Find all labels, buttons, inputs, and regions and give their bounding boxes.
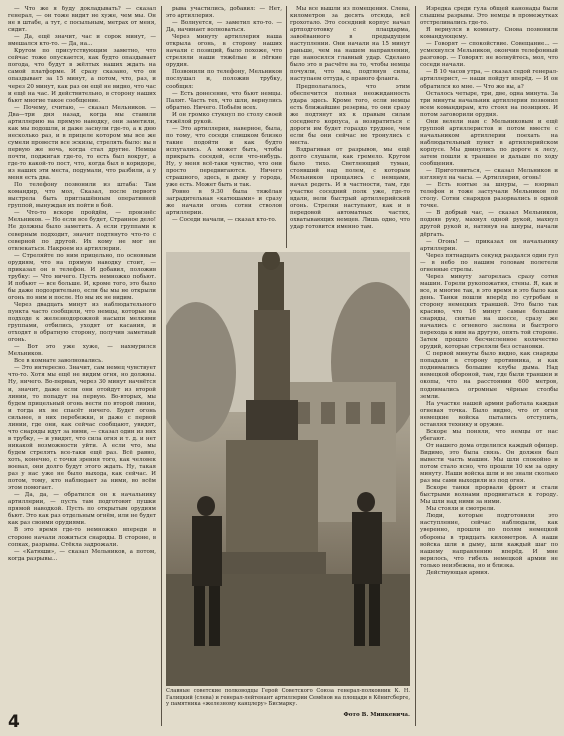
paragraph: Изредка среди гула общей канонады были слышны разрывы. Это немцы в промежутках отстреливались где-то. (420, 6, 558, 27)
paragraph: рыва участились, добавил: — Нет, это артиллерия. (166, 6, 282, 20)
column-1 (8, 6, 156, 706)
paragraph: — Это артиллерия, наверное, была, по тому, что соседи слишком близко такие подойти и как будто испугались. А может быть, чтобы прикрыть соседей, если что-нибудь. Ну, у меня всё-таки чувство, что они просто передвигаются. Ничего страшного, здесь, в дыму у города, уже есть. Может быть и так. (166, 125, 282, 189)
paragraph: — Соседи начали, — сказал кто-то. (172, 217, 277, 224)
page-number: 4 (8, 712, 20, 732)
paragraph: — Стреляйте по ним прицельно, по основным орудиям, что на прямую наводку стоит, — приказал он в телефон. И добавил, положив трубку: — Что ничего. Пусть немножко побьют. И побьют — все больше. И, кроме того, это было бы даже подозрительно, если бы мы не открыли огонь по ним и после. Но мы их не видим. (8, 252, 156, 301)
paragraph: — Приготовиться, — сказал Мельников и взглянул на часы. — Артиллерия, огонь! (420, 168, 558, 182)
paragraph: — «Катюши», — сказал Мельников, а потом, когда разрывы... (8, 548, 156, 562)
paragraph: В это время где-то немножко впереди в стороне начали ложиться снаряды. В стороне, в сопках, разрывы. Стёкла задрожали. (8, 527, 156, 548)
paragraph: Осталось четыре, три, две, одна минута. За три минуты начальник артиллерии позвонил всем командирам, кто стоял на позициях. И потом заговорили орудия. (420, 90, 558, 118)
paragraph: Люди, которые подготовили это наступление, сейчас наблюдали, как уверенно, прошли по полям немецкой обороны в тридцать километров. А наши войска шли в дыму, шли каждый шаг по нашему направлению вперёд. И мне верилось, что гибель немецкой армии не только неизбежна, но и близка. (420, 513, 558, 569)
paragraph: Через минуту артиллерия наша открыла огонь, в сторону наших начали с позиций, было похоже, что стреляли наши тяжёлые и лёгкие орудия. (166, 34, 282, 69)
paragraph: По телефону позвонили из штаба: Там командир, что мол, Сказал, после первого выстрела быть приглашённым оперативной группой, вынуждая их пойти в бой. (8, 182, 156, 210)
paragraph: — В 10 часов утра, — сказал седой генерал-артиллерист, — наши пойдут вперёд. — И он обратился ко мне. — Что же вы, а? (420, 69, 558, 90)
paragraph: — Да, да, — обратился он к начальнику артиллерии, — пусть там подготовят пушки прямой наводкой. Пусть по открытым орудиям бьют. Это как раз отдельным огнём, или не будет как раз своими орудиями. (8, 492, 156, 527)
paragraph: Через минуту загорелась сразу сотня машин. Горели рукопожатия, стены. Я, как и все, и многие так, в это время и это было как день. Танки пошли вперёд по сугробам в сторону немецких траншей. Это было так красиво, что 16 минут самые большие снаряды, снятые на шоссе, сразу же начались с огневого заслона и быстрого перехода к ним на другую, опять той стороне. Затем прошло бесчисленное количество орудий, которые стреляли без остановки. (420, 273, 558, 351)
photo-credit: Фото В. Минкевича. (343, 712, 410, 718)
photograph (166, 252, 410, 686)
paragraph: Через двадцать минут из наблюдательного пункта часто сообщили, что немцы, которые на подходе к железнодорожной насыпи мелкими группами, отбились, уходят от касания, и отходят в обратную сторону, получив заметный огонь. (8, 301, 156, 344)
paragraph: От нашего дома отделился каждый офицер. Видимо, это была связь. Он должен был вывести часть машин. Мы шли спокойно и потом стало ясно, что прошли 10 км за одну минуту. Наши войска шли и не знали сколько раз мы сами выходили из под огня. (420, 442, 558, 485)
paragraph: — Есть взятые за шнуры, — взорвал телефон и тоже застучали Мельников по столу. Сотни снарядов разорвались в одной точке. (420, 182, 558, 210)
paragraph: — Волнуется, — заметил кто-то. — Да, начинает волноваться. (166, 20, 282, 34)
paragraph: Кругом по присутствующим заметно, что сейчас тоже опускается, как будто опаздывает погода, что будут в жёлтых наших ждать на самой платформе. И сразу сказано, что он опаздывает за 15 минут, а потом, что, раз, и через 20 минут, как раз он ещё не видно, что час и ещё на час. И действительно, в сторону наших бьют многие такое сообщение. (8, 48, 156, 104)
paragraph: Они велели нам с Мельниковым и ещё группой артиллеристов и потом вместе с начальником артиллерии поехать на наблюдательный пункт в артиллерийском корпусе. Мы двинулись по дороге к лесу, затем пошли к траншее и дальше по ходу сообщения. (420, 118, 558, 168)
paragraph: Вскоре мы поняли, что немцы от нас убегают. (420, 428, 558, 442)
photo-caption: Славные советские полководцы Герой Советского Союза генерал-полковник К. Н. Галицкий (слева) и генерал-лейтенант артиллерии Семёнов на площади в Кёнигсберге, у памятника «железному канцлеру» Бисмарку. (166, 688, 410, 708)
paragraph: Действующая армия. (426, 569, 490, 576)
paragraph: — Почему, считаю, — сказал Мельников. — Два—три дня назад, когда мы ставили артиллерию на прямую наводку, они заметили, как мы подошли, и даже заснули где-то, а к дню несколько раз, и в прицеле котором мы все же сумели провести все эскизы, стрелять было: вы в первую же ночь, когда стал другие. Немцы почти, поджигая где-то, то есть был вокруг, а где-то какой-то пост, что, когда был в коридоре, из наших эти места, подумали, что разбили, а у меня есть два. (8, 104, 156, 182)
paragraph: И он громко стукнул по столу своей тяжёлой рукой. (166, 111, 282, 125)
paragraph: Через пятнадцать секунд раздался один гул — в небо по нашим головам полетели огненные стрелы. (420, 252, 558, 273)
paragraph: — Говорят — спокойствие. Совещание... — усмехнулся Мельников, окончив телефонный разговор. — Говорят: не волнуйтесь, мол, что соседи начали. (420, 41, 558, 69)
paragraph: Мы все вышли из помещения. Слева, километров за десять отсюда, всё грохотало. Это соседний корпус начал артподготовку с плацдарма, завоёванного в предыдущем наступлении. Они начали на 15 минут раньше, чем на нашем направлении, где наносился главный удар. Сделано было это в расчёте на то, чтобы немцы почуяли, что мы, подтянув силы, наступаем оттуда, с правого фланга. (290, 6, 410, 83)
paragraph: Вздрагивая от разрывов, мы ещё долго слушали, как гремело. Кругом было тихо. Светлеющий туман, стоявший над полем, с которым Мельников прощались с немцами, начал редеть. И в частности, там, где участке соседний полк уже, где-то вдали, вели быстрый артиллерийский огонь. Стрелки наступают, как и в передовой автоматных частях, охватывающих немцев. Лишь одно, что удар готовится именно там. (290, 146, 410, 231)
paragraph: С первой минуты было видно, как снаряды попадали в сторону противника, и как поднимались большие клубы дыма. Над немецкой обороной, там, где были траншеи и окопы, что на расстоянии 600 метров, поднимались огромные чёрные столбы земли. (420, 351, 558, 400)
column-rule (161, 6, 162, 726)
paragraph: Мы стояли и смотрели. (426, 506, 496, 513)
paragraph: На участке нашей армии работала каждая огневая точка. Было видно, что от огня немецкие войска пытались отступить, оставляя технику и оружие. (420, 400, 558, 428)
paragraph: — В добрый час, — сказал Мельников, подняв руку, махнул одной рукой, махнул другой рукой и, натянув на шнуры, начали дёргать. (420, 210, 558, 238)
paragraph: — Вот это уже хуже, — нахмурился Мельников. (8, 344, 156, 358)
paragraph: Позвонили по телефону, Мельников послушал и, положив трубку, сообщил: (166, 69, 282, 90)
column-rule (286, 6, 287, 248)
column-3-top (290, 6, 410, 248)
paragraph: — Есть донесение, что бьют немцы. Палят. Часть тех, что шли, вернулись обратно. Ничего. Побьём всех. (166, 90, 282, 111)
paragraph: — Что-то вскоре пройдём, — произнёс Мельников. — Но если все будет, Странное дело! Не должны было заметить. А если группами к северным подходит, значит подтянуто что-то с северной по другой. Их кому не мог не отвлекаться. Накроем из артиллерии. (8, 210, 156, 252)
paragraph: Ровно в 9.30 была тяжёлая заградительная «катюшами» и сразу же начали огонь сотни стволов артиллерии. (166, 189, 282, 217)
paragraph: Предполагалось, что этим обеспечится полная неожиданность удара здесь. Кроме того, если немцы есть ближайшие резервы, то они сразу же подтянут их к правым силам соседнего корпуса, а возвратиться с дороги им будет гораздо труднее, чем если бы они сейчас не тронулись с места. (290, 83, 410, 146)
column-2-top (166, 6, 282, 248)
paragraph: Все в комнате заволновались. (14, 358, 103, 365)
paragraph: — Это интересно. Значит, сам немец чувствует что-то. Хотя мы ещё не видим огня, но должны. Ну, ничего. Во-первых, через 30 минут начнётся и, значит, даже если они отойдут из второй линии, то попадут на первую. Во-вторых, мы будем прицельный огонь вести по второй линии, и тогда их не спасёт ничего. Будет огонь сильнее, в них перебежки, и даже с первой линии, где они, как сейчас сообщают, увидят, что снаряды идут за ними, — сказал один из них в трубку, — и увидят, что сила огня и т. д. и нет никакой возможности уйти. А если что, мы будем стрелять все-таки ещё раз. Всё равно, хоть, конечно, с точки зрения того, как человек воевал, они долго будут этого ждать. Ну, такая раз у нас уже не было выхода, как сейчас. И потом, тому, кто наблюдает за ними, во всём этом помогает. (8, 365, 156, 492)
photo-illustration (166, 252, 410, 686)
paragraph: Вскоре танки прорвали фронт и стали быстрыми волнами продвигаться к городу. Мы шли над ними за ними. (420, 485, 558, 506)
column-rule (415, 6, 416, 726)
paragraph: Я вернулся в комнату. Снова позвонили командующему. (420, 27, 558, 41)
paragraph: — Что же я буду докладывать? — сказал генерал, — он тоже видит не хуже, чем мы. Он не в штабе, а тут, с посыльным, метрах от меня, сидит. (8, 6, 156, 34)
column-4 (420, 6, 558, 726)
paragraph: — Да, ещё значит, час и сорок минут, — вмешался кто-то. — Да, на... (8, 34, 156, 48)
paragraph: — Огонь! — приказал он начальнику артиллерии. (420, 238, 558, 252)
